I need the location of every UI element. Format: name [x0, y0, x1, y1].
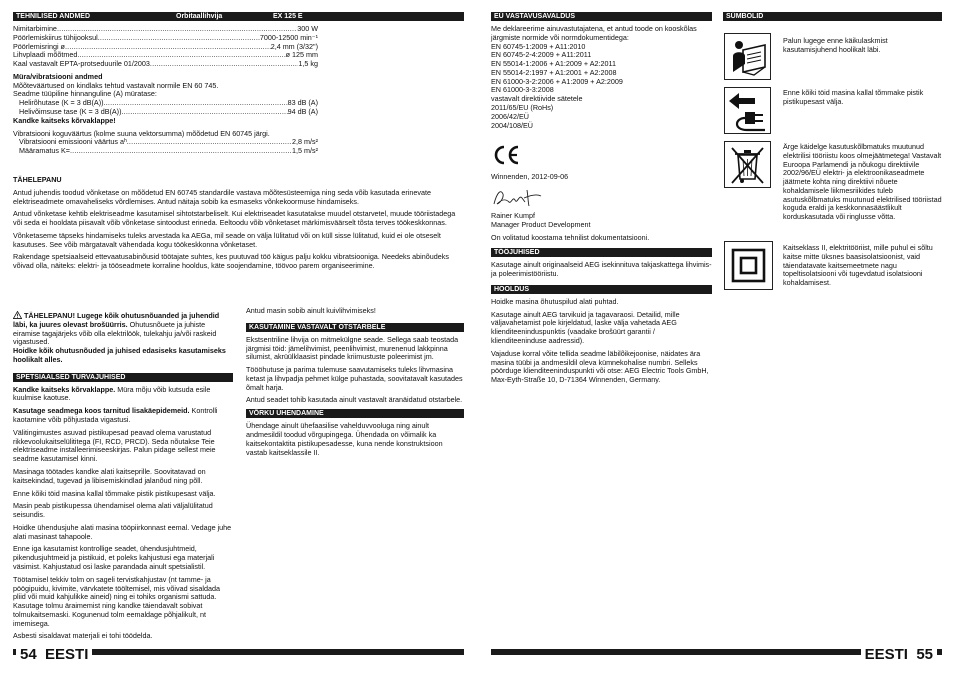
- page-number-right: 55: [916, 646, 933, 663]
- eu-declaration-lines: [491, 25, 712, 130]
- noise-sub: Seadme tüüpiline hinnanguline (A) müratase:: [13, 89, 157, 99]
- safety-item-text: Enne kõiki töid masina kallal tõmmake pistik pistikupesast välja.: [13, 488, 216, 498]
- safety-item: [13, 429, 233, 464]
- tools-header: TÖÖJUHISED: [491, 248, 712, 257]
- declaration-column: [491, 12, 712, 389]
- spec-label: Pöörlemiskiirus tühijooksul: [13, 33, 98, 42]
- spec-row: [13, 34, 318, 43]
- spec-row: [19, 138, 318, 147]
- attention-paragraphs: [13, 189, 464, 271]
- noise-heading: Müra/vibratsiooni andmed: [13, 71, 103, 81]
- warning-text: Ohutusnõuete ja juhiste eiramise tagajärjeks võib olla elektrilöök, tulekahju ja/või raskeid vigastused.: [13, 319, 217, 347]
- usage-paragraph: Ekstsentriline lihvija on mitmekülgne seade. Sellega saab teostada järgmisi töid: jämelihvimist, peenlihvimist, murenenud lakkpinna silumist, akrüülklaasist pindade kriimustuste poleerimist jm.: [246, 334, 459, 362]
- eu-declaration-header: EÜ VASTAVUSAVALDUS: [491, 12, 712, 21]
- attention-paragraph: Antud võnketase kehtib elektriseadme kasutamisel sihtotstarbeliselt. Kui elektriseadet kasutatakse muudel otstarvetel, muude tööriistadega või seda ei hooldata piisavalt võib võnketase sintoodust erineda. Eeltoodu võib võnketaset märkimisväärselt tõsta terves töökeskkonnas.: [13, 209, 456, 228]
- dot-leader: [104, 99, 288, 108]
- attention-section: [13, 176, 464, 275]
- maintenance-header: HOOLDUS: [491, 285, 712, 294]
- crossed-bin-icon: [724, 141, 771, 188]
- eu-line: EN 60745-1:2009 + A11:2010: [491, 41, 586, 51]
- warning-triangle-icon: [13, 311, 22, 319]
- maintenance-list: [491, 298, 712, 385]
- safety-item-text: Hoidke ühendusjuhe alati masina tööpiirkonnast eemal. Vedage juhe alati masinast tahapoole.: [13, 522, 232, 541]
- attention-paragraph: Rakendage spetsiaalseid ettevaatusabinõusid töötajate suhtes, kes puutuvad töö käigus palju kokku vibratsiooniga. Needeks abinõudeks võivad olla, näiteks: elektri- ja tööseadmete korraline hooldus, käte soojendamine, töövoo parem organiseerimine.: [13, 252, 449, 271]
- maintenance-paragraph: Vajaduse korral võite tellida seadme läbilõikejoonise, näidates ära masina tüübi ja andmesildil oleva kümnekohalise numbri. Selleks pöörduge klienditeeninduspunkti või otse: AEG Electric Tools GmbH, Max-Eyth-Straße 10, D-71364 Winnenden, Germany.: [491, 348, 709, 385]
- unplug-icon: [724, 87, 771, 134]
- usage-header: KASUTAMINE VASTAVALT OTSTARBELE: [246, 323, 464, 332]
- usage-column: [246, 307, 464, 461]
- spec-value: 1,5 m/s²: [292, 147, 318, 156]
- dot-leader: [98, 34, 260, 43]
- spec-row: [13, 25, 318, 34]
- symbol-text-class-ii: Kaitseklass II, elektritööriist, mille puhul ei sõltu kaitse mitte üksnes baasisolatsioonist, vaid täiendatavate kaitsemeetmete nagu topeltisolatsiooni või tugevdatud isolatsiooni kohaldamisest.: [783, 243, 933, 288]
- safety-item-text: Müra mõju võib kutsuda esile kuulmise kaotuse.: [13, 384, 211, 403]
- read-manual-icon: [724, 33, 771, 80]
- safety-item: [13, 524, 233, 542]
- safety-item-bold: Kandke kaitseks kõrvaklappe.: [13, 384, 116, 394]
- dot-leader: [70, 147, 292, 156]
- spec-row: [13, 60, 318, 69]
- safety-item-text: Masin peab pistikupessa ühendamisel olema alati väljalülitatud seisundis.: [13, 501, 213, 520]
- dry-sanding-note: Antud masin sobib ainult kuivlihvimiseks!: [246, 306, 376, 315]
- spec-label: Vibratsiooni emissiooni väärtus a: [19, 138, 124, 147]
- signer-title: Manager Product Development: [491, 219, 591, 229]
- noise-intro: Mõõteväärtused on kindlaks tehtud vastavalt normile EN 60 745.: [13, 80, 219, 90]
- signer-name: Rainer Kumpf: [491, 210, 535, 220]
- safety-item: [13, 545, 233, 571]
- spec-value: 94 dB (A): [287, 108, 318, 117]
- safety-item: [13, 632, 233, 641]
- language-left: EESTI: [45, 646, 89, 663]
- tech-specs: [13, 25, 318, 156]
- spec-row: [19, 147, 318, 156]
- safety-item-text: Välitingimustes asuvad pistikupesad peavad olema varustatud rikkevoolukaitselülititega (FI, RCD, PRCD). Seda nõutakse Teie elektriseadme installeerimiseeskirjas. Palun pidage sellest meie seadme kasutamisel kinni.: [13, 427, 216, 464]
- warning-bold-text: TÄHELEPANU! Lugege kõik ohutusnõuanded ja juhendid läbi, ka juures olevast brošüürris.: [13, 311, 220, 329]
- eu-line: 2004/108/EÜ: [491, 120, 533, 130]
- tech-data-title: TEHNILISED ANDMED: [16, 13, 91, 20]
- spec-row: [19, 99, 318, 108]
- attention-heading: TÄHELEPANU: [13, 175, 62, 184]
- safety-item: [13, 407, 233, 425]
- spec-value: 7000-12500 min⁻¹: [259, 33, 318, 42]
- model-label: EX 125 E: [273, 13, 303, 20]
- safety-item-text: Enne iga kasutamist kontrollige seadet, ühendusjuhtmeid, pikendusjuhtmeid ja pistikuid, et poleks kahjustusi ega materjali väsimist. Kahjustatud osi laske parandada ainult spetsialistil.: [13, 544, 215, 571]
- spec-subscript: h: [123, 138, 127, 145]
- eu-line: EN 55014-2:1997 + A1:2001 + A2:2008: [491, 67, 617, 77]
- tool-type-label: Orbitaallihvija: [176, 13, 223, 20]
- symbol-text-weee: Ärge käidelge kasutuskõlbmatuks muutunud elektrilisi tööriistu koos olmejäätmetega! Vastavalt Euroopa Parlamendi ja nõukogu direktiivile 2002/96/EÜ elektri- ja elektroonikaseadmete jäätmete kohta ning direktiivi nõuete kohaldamisele liikmesriikides tuleb asutuskõlbmatuks muutunud elektrilised tööriistad koguda eraldi ja keskkonnasäästlikult korduskasutada või ringlusse võtta.: [783, 142, 942, 222]
- maintenance-paragraph: Hoidke masina õhutuspilud alati puhtad.: [491, 296, 619, 306]
- safety-item: [13, 490, 233, 499]
- spec-row: [13, 51, 318, 60]
- safety-header: SPETSIAALSED TURVAJUHISED: [13, 373, 233, 382]
- spec-label: Helivõimsuse tase (K = 3 dB(A)): [19, 108, 122, 117]
- maintenance-paragraph: Kasutage ainult AEG tarvikuid ja tagavaraosi. Detailid, mille väljavahetamist pole kirjeldatud, laske välja vahetada AEG klienditeeninduspunktis (vaadake brošüürt garantii / klienditeeninduse aadressid).: [491, 309, 680, 345]
- safety-item-text: Töötamisel tekkiv tolm on sageli tervistkahjustav (nt tamme- ja pöögipuidu, kivimite, värvkatete tööltemisel, mis võivad sisaldada pliid või muid kahjulikke aineid) ning ei tohiks organismi sattuda. Kasutage tolmu äraimemist ning kandke täiendavalt sobivat tolmukaitsemaski. Kogunenud tolm eemaldage põhjalikult, nt imemisega.: [13, 574, 220, 628]
- spec-value: 2,4 mm (3/32"): [270, 42, 318, 51]
- attention-paragraph: Võnketaseme täpseks hindamiseks tuleks arvestada ka AEGa, mil seade on välja lülitatud või on küll sisse lülitatud, kuid ei ole otseselt kasutuses. See võib märgatavalt vähendada kogu töökeskkonna võnketaset.: [13, 230, 441, 249]
- tools-text: Kasutage ainult originaalseid AEG isekinnituva takjaskattega lihvimis- ja poleerimistööriistu.: [491, 260, 712, 279]
- symbol-text-read-manual: Palun lugege enne käikulaskmist kasutamisjuhend hoolikalt läbi.: [783, 36, 888, 54]
- mains-text: Ühendage ainult ühefaasilise vahelduvvooluga ning ainult andmesildil toodud võrgupingega. Ühendada on võimalik ka kaitsekontaktita pistikupesadesse, kuna nende konstruktsioon vastab kaitseklassile II.: [246, 421, 443, 457]
- footer-right: [861, 646, 937, 664]
- warning-column: [13, 311, 233, 645]
- footer-left: [16, 646, 92, 664]
- spec-label: Nimitarbimine: [13, 25, 57, 33]
- spec-label: Kaal vastavalt EPTA-protseduurile 01/2003: [13, 60, 150, 69]
- authorized-text: On volitatud koostama tehnilist dokumentatsiooni.: [491, 232, 650, 242]
- dot-leader: [77, 51, 285, 60]
- place-date: Winnenden, 2012-09-06: [491, 172, 569, 182]
- spec-value: 300 W: [297, 25, 318, 33]
- usage-list: [246, 336, 464, 405]
- mains-header: VÕRKU ÜHENDAMINE: [246, 409, 464, 418]
- symbol-text-unplug: Enne kõiki töid masina kallal tõmmake pistik pistikupesast välja.: [783, 88, 924, 106]
- safety-item-text: Masinaga töötades kandke alati kaitseprille. Soovitatavad on kaitsekindad, tugevad ja libisemiskindlad jalanõud ning põll.: [13, 466, 206, 485]
- dot-leader: [150, 60, 299, 69]
- spec-label: Helirõhutase (K = 3 dB(A)): [19, 99, 104, 108]
- symbols-header: SÜMBOLID: [723, 12, 942, 21]
- spec-value: 1,5 kg: [298, 60, 318, 69]
- spec-row: [13, 43, 318, 52]
- spec-value: 83 dB (A): [287, 99, 318, 108]
- tech-data-header: [13, 12, 464, 21]
- spec-value: 2,8 m/s²: [292, 138, 318, 147]
- spec-label: Pöörlemisringi ø: [13, 42, 65, 51]
- noise-list: [13, 99, 318, 117]
- safety-item: [13, 502, 233, 520]
- vibration-list: [13, 138, 318, 156]
- warning-keep-text: Hoidke kõik ohutusnõuded ja juhised edasiseks kasutamiseks hoolikalt alles.: [13, 346, 226, 364]
- eu-line: 2011/65/EU (RoHs): [491, 103, 554, 113]
- eu-line: EN 60745-2-4:2009 + A11:2011: [491, 50, 592, 60]
- usage-paragraph: Antud seadet tohib kasutada ainult vastavalt äranäidatud otstarbele.: [246, 395, 463, 405]
- dot-leader: [121, 108, 287, 117]
- eu-line: Me deklareerime ainuvastutajatena, et antud toode on kooskõlas järgmiste normide või normdokumentidega:: [491, 24, 697, 42]
- safety-item: [13, 468, 233, 486]
- attention-paragraph: Antud juhendis toodud võnketase on mõõdetud EN 60745 standardile vastava mõõtesüsteemiga ning seda võib kasutada erinevate elektriseadmete omavaheliseks võrdlemises. Antud näitaja sobib ka esmaseks võnkekoormuse hindamiseks.: [13, 187, 431, 206]
- eu-line: vastavalt direktiivide sätetele: [491, 94, 583, 104]
- dot-leader: [65, 43, 271, 52]
- safety-item-text: Kontrolli kaotamine võib põhjustada vigastusi.: [13, 406, 218, 425]
- ce-mark-icon: [491, 144, 712, 169]
- eu-line: EN 61000-3-2:2006 + A1:2009 + A2:2009: [491, 76, 623, 86]
- eu-line: EN 55014-1:2006 + A1:2009 + A2:2011: [491, 59, 616, 69]
- signature-icon: [491, 186, 712, 212]
- dot-leader: [127, 138, 292, 147]
- general-warning: [13, 311, 233, 365]
- safety-item: [13, 386, 233, 404]
- language-right: EESTI: [864, 646, 908, 663]
- usage-paragraph: Töööhutuse ja parima tulemuse saavutamiseks tuleks lihvmasina ketast ja lihvpadja pehmet külge puhastada, soovitatavalt kasutades õmalt harja.: [246, 365, 463, 392]
- spec-value: ø 125 mm: [285, 51, 318, 60]
- eu-line: EN 61000-3-3:2008: [491, 85, 554, 95]
- class-ii-icon: [724, 241, 773, 290]
- vibration-intro: Vibratsiooni koguväärtus (kolme suuna vektorsumma) mõõdetud EN 60745 järgi.: [13, 128, 270, 138]
- safety-item-text: Asbesti sisaldavat materjali ei tohi töödelda.: [13, 631, 153, 641]
- eu-line: 2006/42/EÜ: [491, 111, 529, 121]
- dot-leader: [57, 25, 297, 34]
- safety-list: [13, 386, 233, 642]
- safety-item: [13, 576, 233, 629]
- ear-warning: Kandke kaitseks kõrvaklappe!: [13, 115, 116, 125]
- safety-item-bold: Kasutage seadmega koos tarnitud lisakäepidemeid.: [13, 406, 190, 416]
- spec-label: Lihvplaadi mõõtmed: [13, 51, 78, 60]
- spec-label: Määramatus K=: [19, 147, 70, 156]
- spec-list: [13, 25, 318, 69]
- page-number-left: 54: [20, 646, 37, 663]
